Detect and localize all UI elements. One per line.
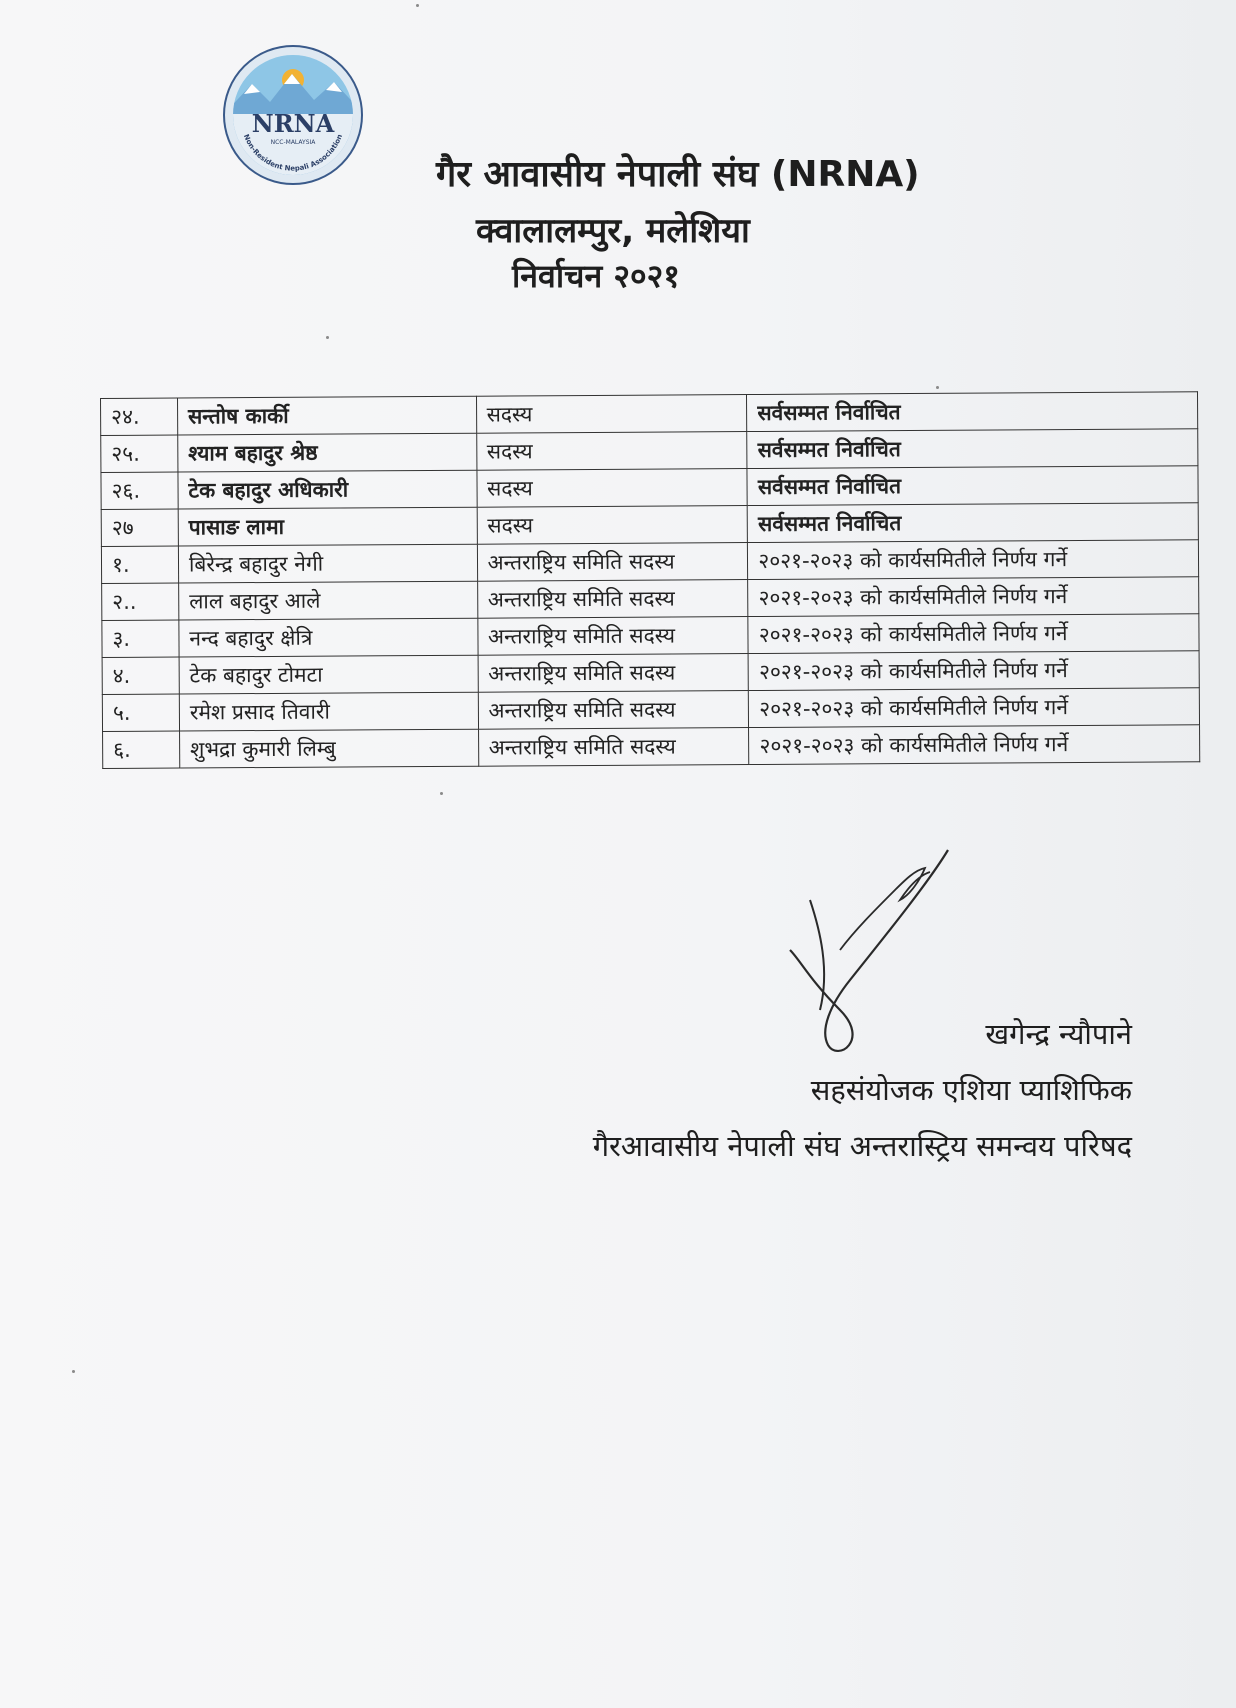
member-name: नन्द बहादुर क्षेत्रि bbox=[179, 618, 478, 657]
row-number: ६. bbox=[103, 731, 180, 768]
nrna-logo bbox=[222, 44, 364, 186]
row-number: २४. bbox=[101, 398, 178, 435]
member-post: सदस्य bbox=[476, 432, 747, 471]
row-number: २.. bbox=[102, 583, 179, 620]
election-status: २०२१-२०२३ को कार्यसमितीले निर्णय गर्ने bbox=[748, 577, 1199, 617]
paper-speck bbox=[72, 1370, 75, 1373]
election-status: सर्वसम्मत निर्वाचित bbox=[748, 503, 1199, 543]
row-number: २५. bbox=[101, 435, 178, 472]
row-number: ५. bbox=[102, 694, 179, 731]
member-post: अन्तराष्ट्रिय समिति सदस्य bbox=[477, 543, 748, 582]
election-results-table bbox=[100, 391, 1200, 769]
member-post: अन्तराष्ट्रिय समिति सदस्य bbox=[478, 691, 749, 730]
row-number: ४. bbox=[102, 657, 179, 694]
member-name: टेक बहादुर टोमटा bbox=[179, 655, 478, 694]
paper-speck bbox=[326, 336, 329, 339]
member-post: सदस्य bbox=[476, 469, 747, 508]
member-name: रमेश प्रसाद तिवारी bbox=[179, 692, 478, 731]
location-title: क्वालालम्पुर, मलेशिया bbox=[476, 211, 750, 251]
handwritten-signature bbox=[780, 840, 960, 1070]
paper-speck bbox=[936, 386, 939, 389]
member-name: बिरेन्द्र बहादुर नेगी bbox=[178, 544, 477, 583]
table-row bbox=[103, 725, 1200, 769]
organization-title: गैर आवासीय नेपाली संघ (NRNA) bbox=[436, 154, 920, 195]
member-post: अन्तराष्ट्रिय समिति सदस्य bbox=[477, 617, 748, 656]
election-status: २०२१-२०२३ को कार्यसमितीले निर्णय गर्ने bbox=[748, 540, 1199, 580]
svg-text:NCC-MALAYSIA: NCC-MALAYSIA bbox=[270, 139, 316, 146]
member-post: अन्तराष्ट्रिय समिति सदस्य bbox=[478, 728, 749, 767]
member-name: टेक बहादुर अधिकारी bbox=[178, 470, 477, 509]
election-status: २०२१-२०२३ को कार्यसमितीले निर्णय गर्ने bbox=[748, 651, 1199, 691]
signatory-organization: गैरआवासीय नेपाली संघ अन्तरास्ट्रिय समन्वय परिषद bbox=[592, 1129, 1132, 1163]
row-number: १. bbox=[101, 546, 178, 583]
signatory-title: सहसंयोजक एशिया प्याशिफिक bbox=[810, 1073, 1132, 1107]
member-post: अन्तराष्ट्रिय समिति सदस्य bbox=[477, 580, 748, 619]
member-name: शुभद्रा कुमारी लिम्बु bbox=[179, 729, 478, 768]
svg-text:Non-Resident Nepali Associatio: Non-Resident Nepali Association bbox=[241, 133, 345, 173]
signatory-name: खगेन्द्र न्यौपाने bbox=[985, 1017, 1132, 1051]
election-title: निर्वाचन २०२१ bbox=[512, 257, 680, 295]
member-name: श्याम बहादुर श्रेष्ठ bbox=[178, 433, 477, 472]
election-status: सर्वसम्मत निर्वाचित bbox=[747, 429, 1198, 469]
member-post: सदस्य bbox=[477, 506, 748, 545]
member-post: अन्तराष्ट्रिय समिति सदस्य bbox=[478, 654, 749, 693]
election-status: सर्वसम्मत निर्वाचित bbox=[747, 392, 1198, 432]
row-number: २७ bbox=[101, 509, 178, 546]
row-number: ३. bbox=[102, 620, 179, 657]
paper-speck bbox=[440, 792, 443, 795]
svg-text:NRNA: NRNA bbox=[251, 109, 335, 138]
member-name: सन्तोष कार्की bbox=[177, 396, 476, 435]
row-number: २६. bbox=[101, 472, 178, 509]
paper-speck bbox=[416, 4, 419, 7]
election-status: २०२१-२०२३ को कार्यसमितीले निर्णय गर्ने bbox=[749, 725, 1200, 765]
member-name: पासाङ लामा bbox=[178, 507, 477, 546]
election-status: सर्वसम्मत निर्वाचित bbox=[747, 466, 1198, 506]
election-status: २०२१-२०२३ को कार्यसमितीले निर्णय गर्ने bbox=[749, 688, 1200, 728]
election-status: २०२१-२०२३ को कार्यसमितीले निर्णय गर्ने bbox=[748, 614, 1199, 654]
member-post: सदस्य bbox=[476, 395, 747, 434]
member-name: लाल बहादुर आले bbox=[179, 581, 478, 620]
